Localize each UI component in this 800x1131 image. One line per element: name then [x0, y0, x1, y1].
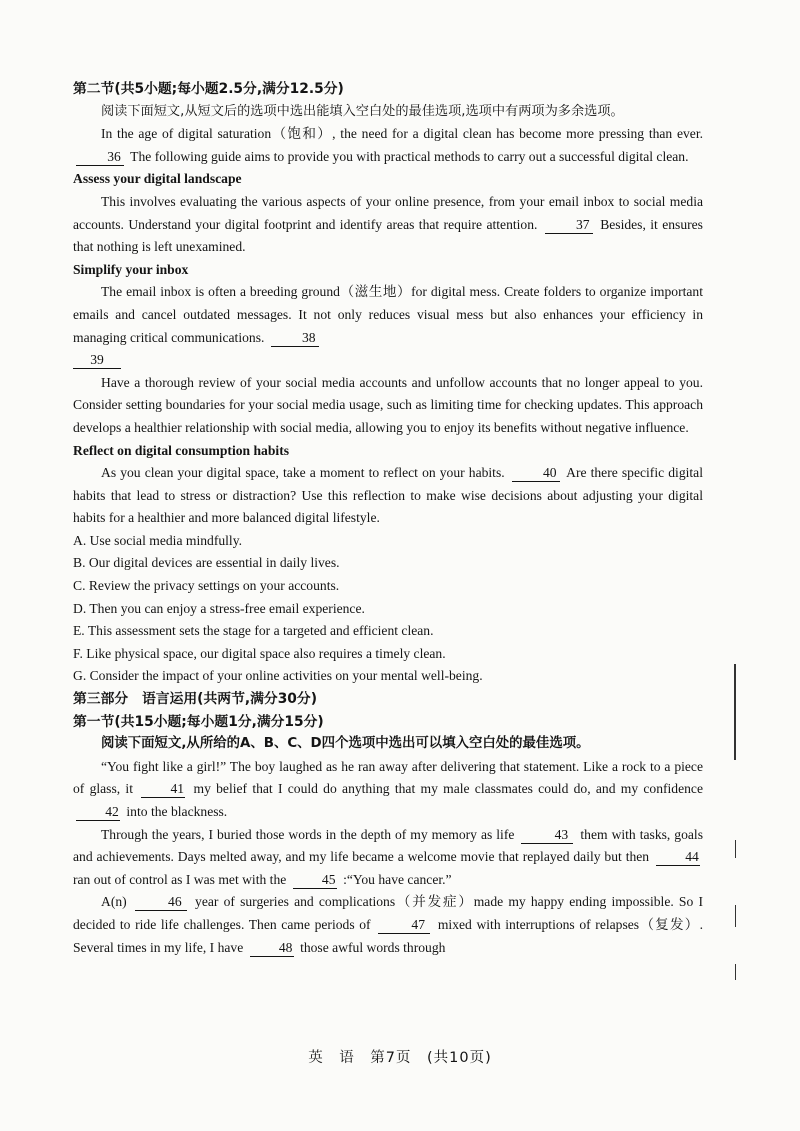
section-title: 第二节(共5小题;每小题2.5分,满分12.5分) — [73, 81, 344, 97]
section-instruction: 阅读下面短文,从所给的A、B、C、D四个选项中选出可以填入空白处的最佳选项。 — [101, 736, 590, 752]
section-title: 第一节(共15小题;每小题1分,满分15分) — [73, 713, 324, 730]
scan-margin-line — [735, 840, 736, 858]
cloze-paragraph: “You fight like a girl!” The boy laughed as he ran away after delivering that statement. Like a rock to a piece of glass, it 41 my belief that I could do anything that my male classmates could do, and my confidence 42 into the blackness. — [73, 758, 703, 819]
passage-heading: Reflect on digital consumption habits — [73, 442, 290, 458]
blank-46[interactable]: 46 — [135, 893, 187, 911]
option-c: C. Review the privacy settings on your accounts. — [73, 578, 340, 594]
section-instruction: 阅读下面短文,从短文后的选项中选出能填入空白处的最佳选项,选项中有两项为多余选项。 — [101, 103, 624, 119]
part-title: 第三部分 语言运用(共两节,满分30分) — [73, 691, 318, 708]
scan-margin-line — [735, 964, 736, 980]
passage-heading: Assess your digital landscape — [73, 171, 242, 187]
passage-paragraph: Have a thorough review of your social media accounts and unfollow accounts that no longer appeal to you. Consider setting boundaries for your social media usage, such as limiting time for checking updates. This approach develops a healthier relationship with social media, allowing you to enjoy its benefits without negative influence. — [73, 374, 703, 435]
cloze-paragraph: A(n) 46 year of surgeries and complications（并发症）made my happy ending impossible. So I decided to ride life challenges. Then came periods of 47 mixed with interruptions of relapses（复发）. Several times in my life, I have 48 those awful words through — [73, 894, 704, 955]
blank-45[interactable]: 45 — [293, 871, 337, 889]
passage-paragraph: This involves evaluating the various aspects of your online presence, from your email inbox to social media accounts. Understand your digital footprint and identify areas that require attention. 37 Besides, it ensures that nothing is left unexamined. — [73, 193, 703, 255]
blank-37[interactable]: 37 — [545, 216, 593, 234]
cloze-paragraph: Through the years, I buried those words in the depth of my memory as life 43 them with tasks, goals and achievements. Days melted away, and my life became a welcome movie that replayed daily but then 44 ran out of control as I was met with the 45 :“You have cancer.” — [73, 826, 703, 887]
blank-43[interactable]: 43 — [521, 826, 573, 844]
blank-40[interactable]: 40 — [512, 464, 560, 482]
exam-page — [73, 78, 703, 959]
option-f: F. Like physical space, our digital space also requires a timely clean. — [73, 645, 446, 661]
blank-39[interactable]: 39 — [73, 351, 121, 369]
page-footer: 英 语 第7页 (共10页) — [308, 1050, 492, 1066]
option-b: B. Our digital devices are essential in daily lives. — [73, 555, 340, 571]
option-a: A. Use social media mindfully. — [73, 532, 243, 548]
blank-41[interactable]: 41 — [141, 780, 185, 798]
scan-margin-line — [734, 664, 736, 760]
blank-44[interactable]: 44 — [656, 848, 700, 866]
option-g: G. Consider the impact of your online activities on your mental well-being. — [73, 668, 483, 684]
scan-margin-line — [735, 905, 736, 927]
blank-42[interactable]: 42 — [76, 803, 120, 821]
blank-36[interactable]: 36 — [76, 148, 124, 166]
passage-heading: Simplify your inbox — [73, 261, 189, 277]
option-e: E. This assessment sets the stage for a targeted and efficient clean. — [73, 623, 434, 639]
blank-48[interactable]: 48 — [250, 939, 294, 957]
option-d: D. Then you can enjoy a stress-free email experience. — [73, 600, 365, 616]
passage-paragraph: The email inbox is often a breeding ground（滋生地）for digital mess. Create folders to organize important emails and cancel outdated messages. It not only reduces visual mess but also enhances your efficiency in managing critical communications. 38 — [73, 284, 703, 345]
passage-paragraph: As you clean your digital space, take a moment to reflect on your habits. 40 Are there specific digital habits that lead to stress or distraction? Use this reflection to make wise decisions about adjusting your digital habits for a healthier and more balanced digital lifestyle. — [73, 465, 703, 526]
passage-heading-blank — [73, 349, 703, 372]
blank-38[interactable]: 38 — [271, 329, 319, 347]
passage-paragraph: In the age of digital saturation（饱和）, the need for a digital clean has become more pressing than ever. 36 The following guide aims to provide you with practical methods to carry out a successful digital clean. — [73, 123, 703, 168]
blank-47[interactable]: 47 — [378, 916, 430, 934]
